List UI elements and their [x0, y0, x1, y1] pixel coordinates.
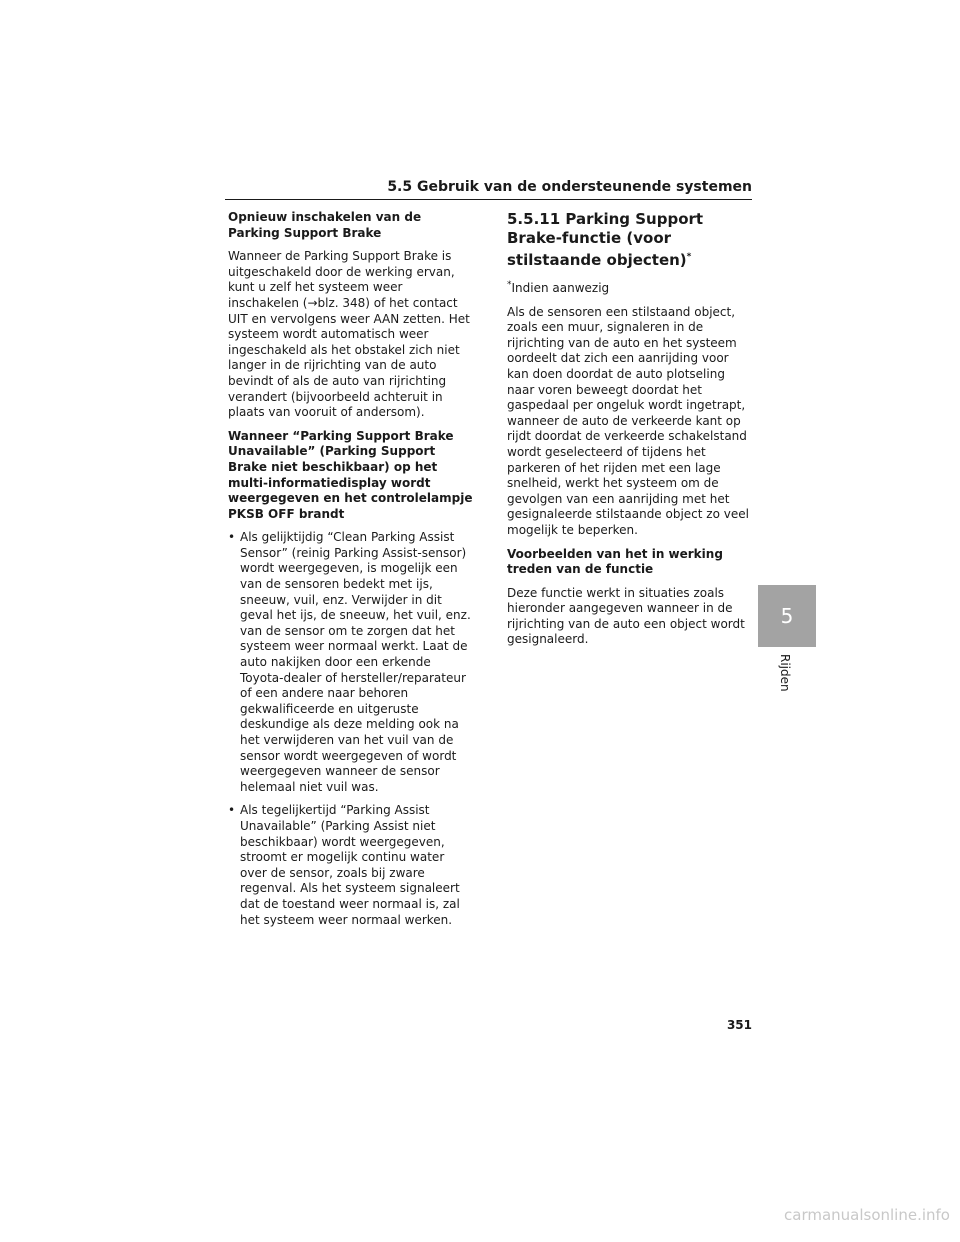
paragraph-function: Als de sensoren een stilstaand object, zoals een muur, signaleren in de rijrichting van de auto en het systeem oordeelt dat zich een aanrijding voor kan doen doordat de auto plotseling naar voren beweegt doordat het gaspedaal per ongeluk wordt ingetrapt, wanneer de auto de verkeerde kant op rijdt doordat de verkeerde schakelstand wordt geselecteerd of tijdens het parkeren of het rijden met een lage snelheid, werkt het systeem om de gevolgen van een aanrijding met het gesignaleerde stilstaande object zo veel mogelijk te beperken. — [507, 304, 749, 537]
subheading-examples: Voorbeelden van het in werking treden van de functie — [507, 546, 723, 577]
subheading-reactivate: Opnieuw inschakelen van de Parking Support Brake — [228, 210, 422, 240]
page-number: 351 — [726, 1018, 752, 1032]
list-item: • Als tegelijkertijd “Parking Assist Unavailable” (Parking Assist niet beschikbaar) wordt weergegeven, stroomt er mogelijk continu water over de sensor, zoals bij zware regenval. Als het systeem signaleert dat de toestand weer normaal is, zal het systeem weer normaal werken. — [228, 803, 473, 928]
right-column — [507, 210, 752, 656]
paragraph-reactivate: Wanneer de Parking Support Brake is uitgeschakeld door de werking ervan, kunt u zelf het systeem weer inschakelen (→blz. 348) of het contact UIT en vervolgens weer AAN zetten. Het systeem wordt automatisch weer ingeschakeld als het obstakel zich niet langer in de rijrichting van de auto bevindt of als de auto van rijrichting verandert (bijvoorbeeld achteruit in plaats van vooruit of andersom). — [228, 249, 470, 420]
subheading-unavailable: Wanneer “Parking Support Brake Unavailable” (Parking Support Brake niet beschikbaar) op het multi-informatiedisplay wordt weergegeven en het controlelampje PKSB OFF brandt — [228, 428, 473, 521]
footnote-mark: * — [507, 280, 512, 290]
chapter-label: Rijden — [778, 654, 792, 692]
paragraph-examples: Deze functie werkt in situaties zoals hieronder aangegeven wanneer in de rijrichting van de auto een object wordt gesignaleerd. — [507, 585, 745, 647]
section-title: 5.5.11 Parking Support Brake-functie (voor stilstaande objecten)* — [507, 210, 704, 269]
watermark: carmanualsonline.info — [784, 1206, 950, 1224]
left-column — [228, 210, 473, 936]
section-header: 5.5 Gebruik van de ondersteunende systemen — [387, 179, 752, 195]
chapter-number: 5 — [780, 604, 794, 628]
title-footnote-mark: * — [686, 252, 692, 262]
list-item: • Als gelijktijdig “Clean Parking Assist Sensor” (reinig Parking Assist-sensor) wordt weergegeven, is mogelijk een van de sensoren bedekt met ijs, sneeuw, vuil, enz. Verwijder in dit geval het ijs, de sneeuw, het vuil, enz. van de sensor om te zorgen dat het systeem weer normaal werkt. Laat de auto nakijken door een erkende Toyota-dealer of hersteller/reparateur of een andere naar behoren gekwalificeerde en uitgeruste deskundige als deze melding ook na het verwijderen van het vuil van de sensor wordt weergegeven of wordt weergegeven wanneer de sensor helemaal niet vuil was. — [228, 530, 473, 795]
bullet-list — [228, 530, 473, 928]
header-rule — [225, 199, 752, 200]
chapter-tab — [758, 585, 816, 647]
footnote: *Indien aanwezig — [507, 280, 610, 295]
